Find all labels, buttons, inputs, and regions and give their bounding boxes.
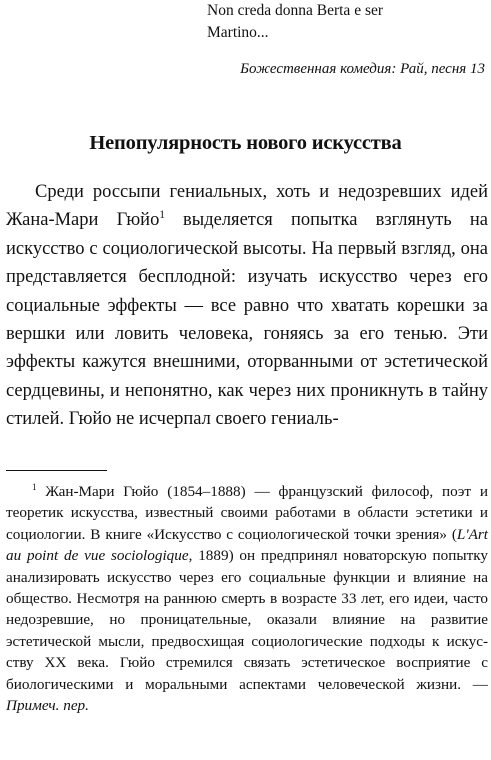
epigraph-source: Божественная комедия: Рай, песня 13: [240, 61, 485, 77]
body-text-part-1: Среди россыпи гениальных, хоть и недозревших идей Жана-Мари Гюйо: [6, 182, 488, 231]
epigraph-line-1: Non creda donna Berta e ser: [207, 2, 384, 19]
footnote: [6, 481, 488, 716]
footnote-marker: 1: [32, 481, 37, 492]
footnote-book-title: L'Art au point de vue sociologique: [6, 525, 488, 565]
body-paragraph: [6, 178, 488, 434]
section-title: Непопулярность нового искусства: [89, 132, 402, 154]
epigraph: [207, 0, 489, 44]
translator-note: Примеч. пер.: [6, 697, 89, 715]
footnote-reference[interactable]: 1: [159, 209, 165, 222]
body-text-part-2: выделяется попытка взглянуть на искусство с социологической высоты. На первый взгляд, она представляется бесплодной: изучать искусство через его социальные эффекты — все равно что хватать корешки за вершки или ловить человека, гоняясь за его тенью. Эти эффекты кажутся внешними, оторванными от эстетической сердцевины, и непонятно, как через них проникнуть в тайну стилей. Гюйо не исчерпал своего гениаль-: [6, 210, 488, 430]
footnote-text-part-2: , 1889) он предпринял новаторскую попытку анализировать искусство через его социальные функции и влияние на общество. Несмотря на раннюю смерть в возрасте 33 лет, его идеи, часто недозревшие, но проницательные, оказали влияние на развитие эстетической мысли, предвосхищая социологические подходы к искусству XX века. Гюйо стремился связать эстетическое восприятие с биологическими и моральными аспектами человеческой жизни. —: [6, 547, 489, 693]
footnote-text-part-1: Жан-Мари Гюйо (1854–1888) — французский философ, поэт и теоретик искусства, известный своими работами в области эстетики и социологии. В книге «Искусство с социологической точки зрения» (: [6, 483, 488, 543]
epigraph-line-2: Martino...: [207, 24, 269, 41]
footnote-divider: [6, 470, 107, 471]
